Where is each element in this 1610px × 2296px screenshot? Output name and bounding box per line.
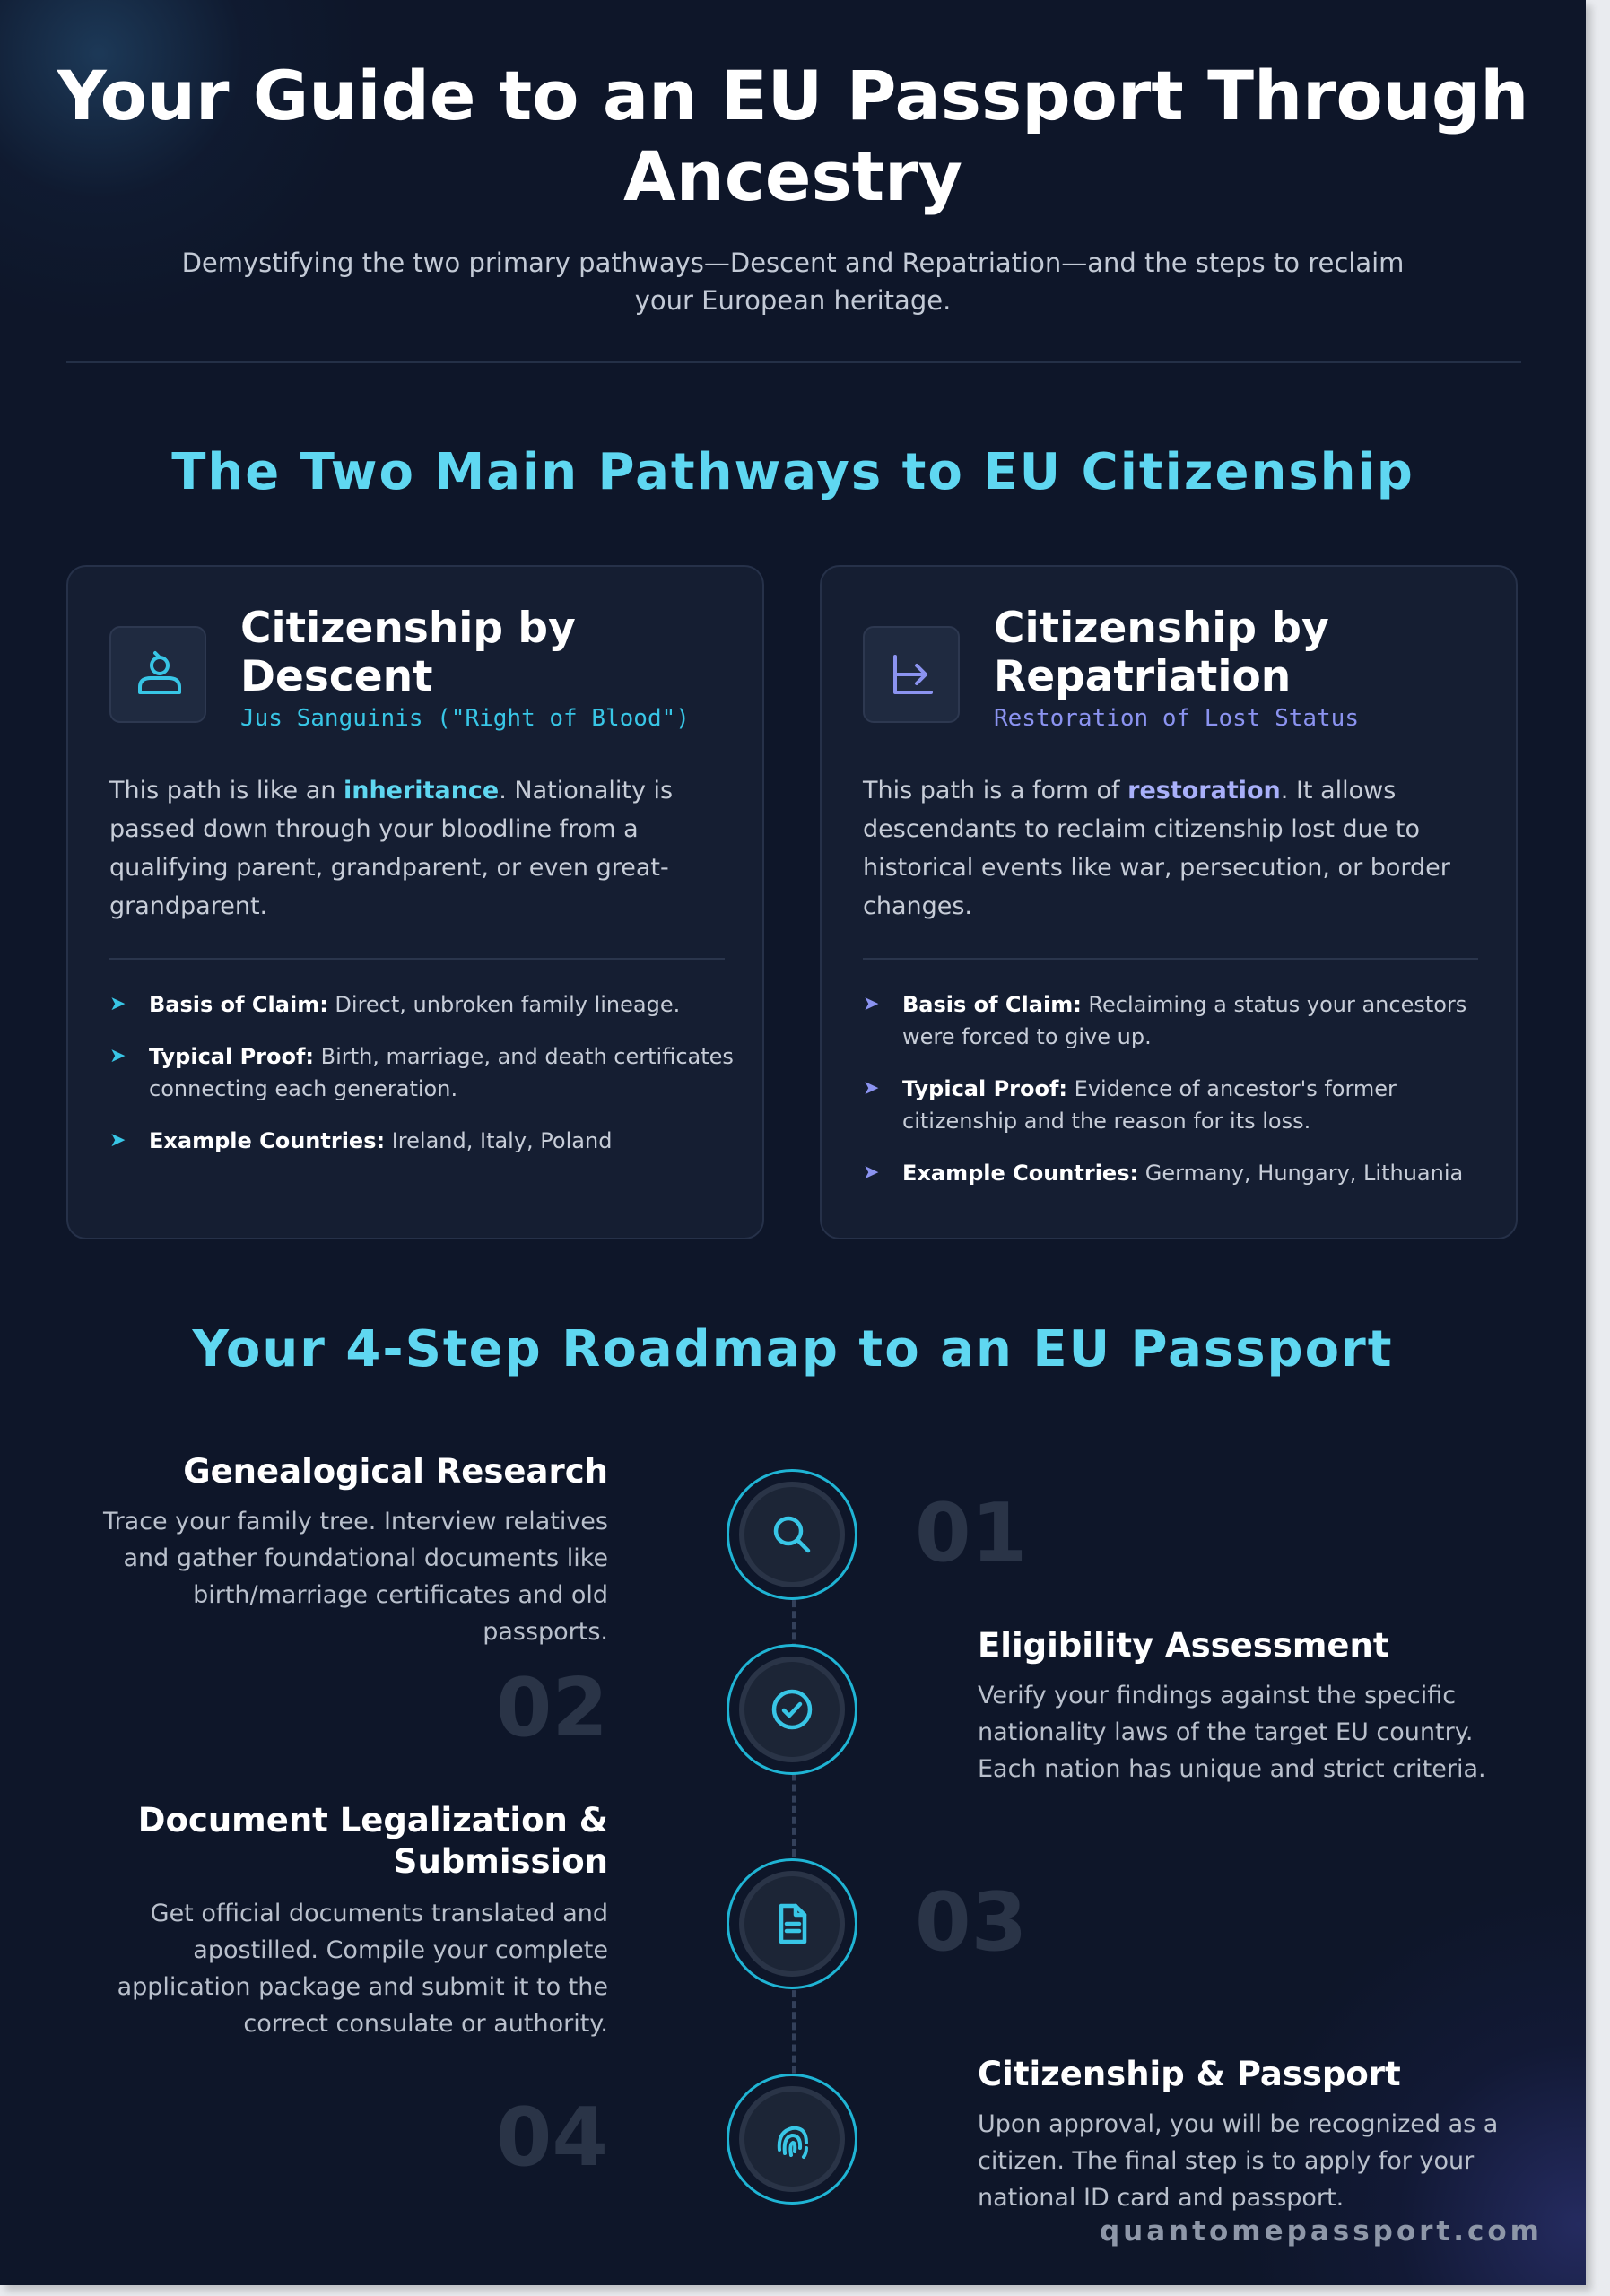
step-4-title: Citizenship & Passport	[978, 2055, 1401, 2093]
step-1-title: Genealogical Research	[183, 1452, 608, 1491]
page-subtitle: Demystifying the two primary pathways—Descent and Repatriation—and the steps to reclaim your European heritage.	[181, 248, 1405, 316]
step-1-description: Trace your family tree. Interview relatives and gather foundational documents like birth/marriage certificates and old passports.	[103, 1508, 608, 1646]
header-divider	[66, 361, 1521, 363]
arrow-icon: ➤	[109, 993, 126, 1015]
search-icon	[767, 1509, 817, 1560]
list-item: ➤ Basis of Claim: Direct, unbroken family lineage.	[109, 988, 737, 1021]
footer-site: quantomepassport.com	[1099, 2215, 1543, 2248]
step-3-title: Document Legalization & Submission	[137, 1801, 608, 1881]
arrow-icon: ➤	[863, 1077, 880, 1100]
page-title: Your Guide to an EU Passport Through Ancestry	[57, 56, 1529, 216]
step-1-node	[727, 1469, 857, 1600]
descent-card-facts	[109, 988, 737, 1177]
descent-card-title: Citizenship by Descent	[240, 604, 576, 701]
arrow-icon: ➤	[109, 1129, 126, 1152]
list-item: ➤ Typical Proof: Birth, marriage, and death certificates connecting each generation.	[109, 1040, 737, 1105]
step-4-description: Upon approval, you will be recognized as a citizen. The final step is to apply for your national ID card and passport.	[978, 2110, 1499, 2212]
pathways-section-title: The Two Main Pathways to EU Citizenship	[171, 443, 1414, 501]
step-2-title: Eligibility Assessment	[978, 1626, 1389, 1665]
repatriation-card	[820, 565, 1518, 1239]
roadmap-section-title: Your 4-Step Roadmap to an EU Passport	[192, 1320, 1394, 1378]
step-1-number: 01	[915, 1486, 1028, 1580]
step-4-node	[727, 2074, 857, 2205]
step-4-number: 04	[495, 2091, 608, 2185]
step-2-number: 02	[495, 1661, 608, 1755]
repatriation-card-description: This path is a form of restoration. It allows descendants to reclaim citizenship lost due to historical events like war, persecution, or border changes.	[863, 777, 1450, 920]
arrow-icon: ➤	[863, 1161, 880, 1184]
step-2-node	[727, 1644, 857, 1775]
arrow-icon: ➤	[109, 1045, 126, 1067]
list-item: ➤ Example Countries: Germany, Hungary, Lithuania	[863, 1157, 1491, 1189]
descent-card	[66, 565, 764, 1239]
step-2-description: Verify your findings against the specific nationality laws of the target EU country. Each nation has unique and strict criteria.	[978, 1682, 1486, 1783]
descent-card-subtitle: Jus Sanguinis ("Right of Blood")	[240, 705, 690, 732]
descent-card-divider	[109, 958, 725, 960]
return-arrow-icon	[863, 626, 960, 723]
list-item: ➤ Basis of Claim: Reclaiming a status your ancestors were forced to give up.	[863, 988, 1491, 1053]
repatriation-highlight: restoration	[1127, 777, 1281, 804]
descent-highlight: inheritance	[343, 777, 500, 804]
document-icon	[767, 1899, 817, 1949]
repatriation-card-divider	[863, 958, 1478, 960]
fingerprint-icon	[767, 2114, 817, 2164]
step-3-number: 03	[915, 1875, 1028, 1970]
descent-card-description: This path is like an inheritance. Nationality is passed down through your bloodline from a qualifying parent, grandparent, or even great-grandparent.	[109, 777, 674, 920]
repatriation-card-facts	[863, 988, 1491, 1209]
repatriation-card-title: Citizenship by Repatriation	[994, 604, 1329, 701]
repatriation-card-subtitle: Restoration of Lost Status	[994, 705, 1359, 732]
arrow-icon: ➤	[863, 993, 880, 1015]
step-3-node	[727, 1858, 857, 1989]
step-3-description: Get official documents translated and apostilled. Compile your complete application package and submit it to the correct consulate or authority.	[117, 1900, 608, 2038]
list-item: ➤ Typical Proof: Evidence of ancestor's former citizenship and the reason for its loss.	[863, 1073, 1491, 1137]
check-circle-icon	[767, 1684, 817, 1735]
person-lineage-icon	[109, 626, 206, 723]
list-item: ➤ Example Countries: Ireland, Italy, Poland	[109, 1125, 737, 1157]
